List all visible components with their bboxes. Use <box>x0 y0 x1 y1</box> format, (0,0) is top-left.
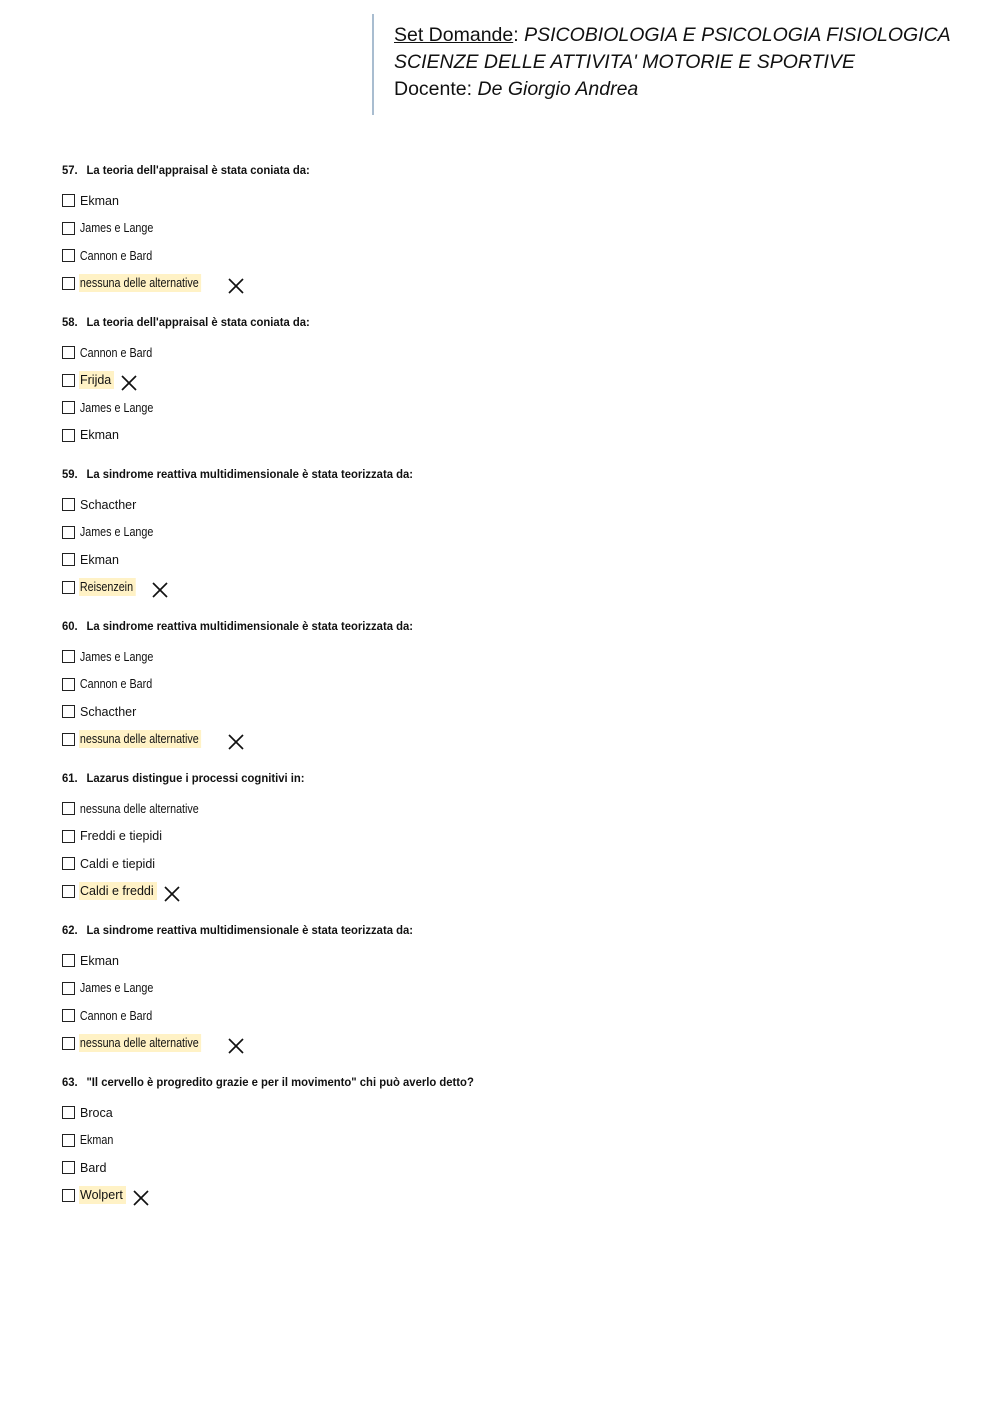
checkbox-icon[interactable] <box>62 581 75 594</box>
answer-option <box>62 242 942 270</box>
answer-option <box>62 698 942 726</box>
checkbox-icon[interactable] <box>62 429 75 442</box>
checkbox-icon[interactable] <box>62 1161 75 1174</box>
question-title <box>62 161 889 179</box>
header-course-line <box>394 22 951 49</box>
question-title <box>62 465 889 483</box>
answer-label: Schacther <box>80 704 137 719</box>
checkbox-icon[interactable] <box>62 401 75 414</box>
header-degree-line <box>394 49 942 76</box>
answer-option <box>62 850 942 878</box>
correct-answer-label: nessuna delle alternative <box>79 730 201 748</box>
answer-option <box>62 270 942 298</box>
answer-label: Ekman <box>80 193 119 208</box>
answer-label: Ekman <box>79 1133 114 1148</box>
checkbox-icon[interactable] <box>62 830 75 843</box>
checkbox-icon[interactable] <box>62 1037 75 1050</box>
answer-label: nessuna delle alternative <box>79 801 199 816</box>
answer-label: James e Lange <box>79 400 154 415</box>
correct-answer-label: Reisenzein <box>79 578 136 596</box>
header-teacher-line <box>394 76 942 103</box>
answer-option <box>62 726 942 754</box>
checkbox-icon[interactable] <box>62 705 75 718</box>
correct-answer-label: nessuna delle alternative <box>79 1034 201 1052</box>
answer-option <box>62 1030 942 1058</box>
answer-option <box>62 367 942 395</box>
question-text: "Il cervello è progredito grazie e per il movimento" chi può averlo detto? <box>86 1075 474 1089</box>
checkbox-icon[interactable] <box>62 1106 75 1119</box>
checkbox-icon[interactable] <box>62 498 75 511</box>
correct-answer-label: Wolpert <box>79 1186 126 1204</box>
checkbox-icon[interactable] <box>62 857 75 870</box>
checkbox-icon[interactable] <box>62 526 75 539</box>
answer-label: Cannon e Bard <box>79 677 153 692</box>
correct-answer-label: Caldi e freddi <box>79 882 157 900</box>
question-number: 63. <box>62 1075 78 1089</box>
answer-option <box>62 1127 942 1155</box>
correct-answer-label: Frijda <box>79 371 114 389</box>
answer-option <box>62 878 942 906</box>
checkbox-icon[interactable] <box>62 346 75 359</box>
answer-option <box>62 823 942 851</box>
question-text: Lazarus distingue i processi cognitivi in: <box>86 771 305 785</box>
answer-option <box>62 1099 942 1127</box>
set-label: Set Domande <box>394 24 514 46</box>
answer-label: Freddi e tiepidi <box>80 829 162 844</box>
checkbox-icon[interactable] <box>62 982 75 995</box>
question-text: La sindrome reattiva multidimensionale è stata teorizzata da: <box>86 923 414 937</box>
answer-label: Ekman <box>80 953 119 968</box>
checkbox-icon[interactable] <box>62 1134 75 1147</box>
question-number: 61. <box>62 771 78 785</box>
question-number: 57. <box>62 163 78 177</box>
answer-label: James e Lange <box>79 525 154 540</box>
answer-label: Schacther <box>80 497 137 512</box>
question-block <box>62 769 942 905</box>
answer-label: Cannon e Bard <box>79 345 153 360</box>
answer-label: James e Lange <box>79 649 154 664</box>
answer-option <box>62 519 942 547</box>
cross-icon <box>227 277 245 295</box>
question-block <box>62 921 942 1057</box>
answer-option <box>62 643 942 671</box>
question-block <box>62 465 942 601</box>
question-number: 62. <box>62 923 78 937</box>
question-title <box>62 921 889 939</box>
question-list <box>62 161 942 1225</box>
set-colon: : <box>513 24 519 46</box>
checkbox-icon[interactable] <box>62 553 75 566</box>
answer-option <box>62 795 942 823</box>
question-block <box>62 617 942 753</box>
answer-label: Cannon e Bard <box>79 248 153 263</box>
checkbox-icon[interactable] <box>62 650 75 663</box>
question-text: La sindrome reattiva multidimensionale è stata teorizzata da: <box>86 467 414 481</box>
answer-option <box>62 187 942 215</box>
answer-label: Ekman <box>80 428 119 443</box>
checkbox-icon[interactable] <box>62 678 75 691</box>
course-title: PSICOBIOLOGIA E PSICOLOGIA FISIOLOGICA <box>524 24 951 46</box>
cross-icon <box>132 1189 150 1207</box>
checkbox-icon[interactable] <box>62 222 75 235</box>
answer-label: Broca <box>80 1105 113 1120</box>
answer-option <box>62 491 942 519</box>
teacher-name: De Giorgio Andrea <box>477 78 639 100</box>
checkbox-icon[interactable] <box>62 802 75 815</box>
cross-icon <box>163 885 181 903</box>
checkbox-icon[interactable] <box>62 885 75 898</box>
document-header <box>372 14 951 115</box>
answer-label: Cannon e Bard <box>79 1008 153 1023</box>
checkbox-icon[interactable] <box>62 733 75 746</box>
cross-icon <box>227 733 245 751</box>
answer-option <box>62 546 942 574</box>
answer-option <box>62 975 942 1003</box>
question-block <box>62 1073 942 1209</box>
question-text: La teoria dell'appraisal è stata coniata da: <box>86 315 310 329</box>
answer-option <box>62 1154 942 1182</box>
degree-title: SCIENZE DELLE ATTIVITA' MOTORIE E SPORTIVE <box>394 51 855 73</box>
question-block <box>62 161 942 297</box>
answer-option <box>62 671 942 699</box>
checkbox-icon[interactable] <box>62 1009 75 1022</box>
question-number: 59. <box>62 467 78 481</box>
question-text: La sindrome reattiva multidimensionale è stata teorizzata da: <box>86 619 414 633</box>
checkbox-icon[interactable] <box>62 249 75 262</box>
cross-icon <box>227 1037 245 1055</box>
cross-icon <box>151 581 169 599</box>
cross-icon <box>120 374 138 392</box>
checkbox-icon[interactable] <box>62 194 75 207</box>
checkbox-icon[interactable] <box>62 1189 75 1202</box>
answer-label: Bard <box>80 1160 107 1175</box>
answer-option <box>62 422 942 450</box>
answer-label: Caldi e tiepidi <box>80 856 156 871</box>
question-block <box>62 313 942 449</box>
answer-option <box>62 947 942 975</box>
answer-option <box>62 394 942 422</box>
answer-option <box>62 339 942 367</box>
answer-label: James e Lange <box>79 981 154 996</box>
question-title <box>62 1073 889 1091</box>
answer-option <box>62 574 942 602</box>
question-title <box>62 769 889 787</box>
answer-label: James e Lange <box>79 221 154 236</box>
correct-answer-label: nessuna delle alternative <box>79 274 201 292</box>
question-number: 58. <box>62 315 78 329</box>
answer-option <box>62 1002 942 1030</box>
checkbox-icon[interactable] <box>62 954 75 967</box>
question-number: 60. <box>62 619 78 633</box>
answer-label: Ekman <box>80 552 119 567</box>
question-text: La teoria dell'appraisal è stata coniata da: <box>86 163 310 177</box>
checkbox-icon[interactable] <box>62 374 75 387</box>
question-title <box>62 313 889 331</box>
checkbox-icon[interactable] <box>62 277 75 290</box>
question-title <box>62 617 889 635</box>
answer-option <box>62 215 942 243</box>
teacher-label: Docente: <box>394 78 473 100</box>
answer-option <box>62 1182 942 1210</box>
